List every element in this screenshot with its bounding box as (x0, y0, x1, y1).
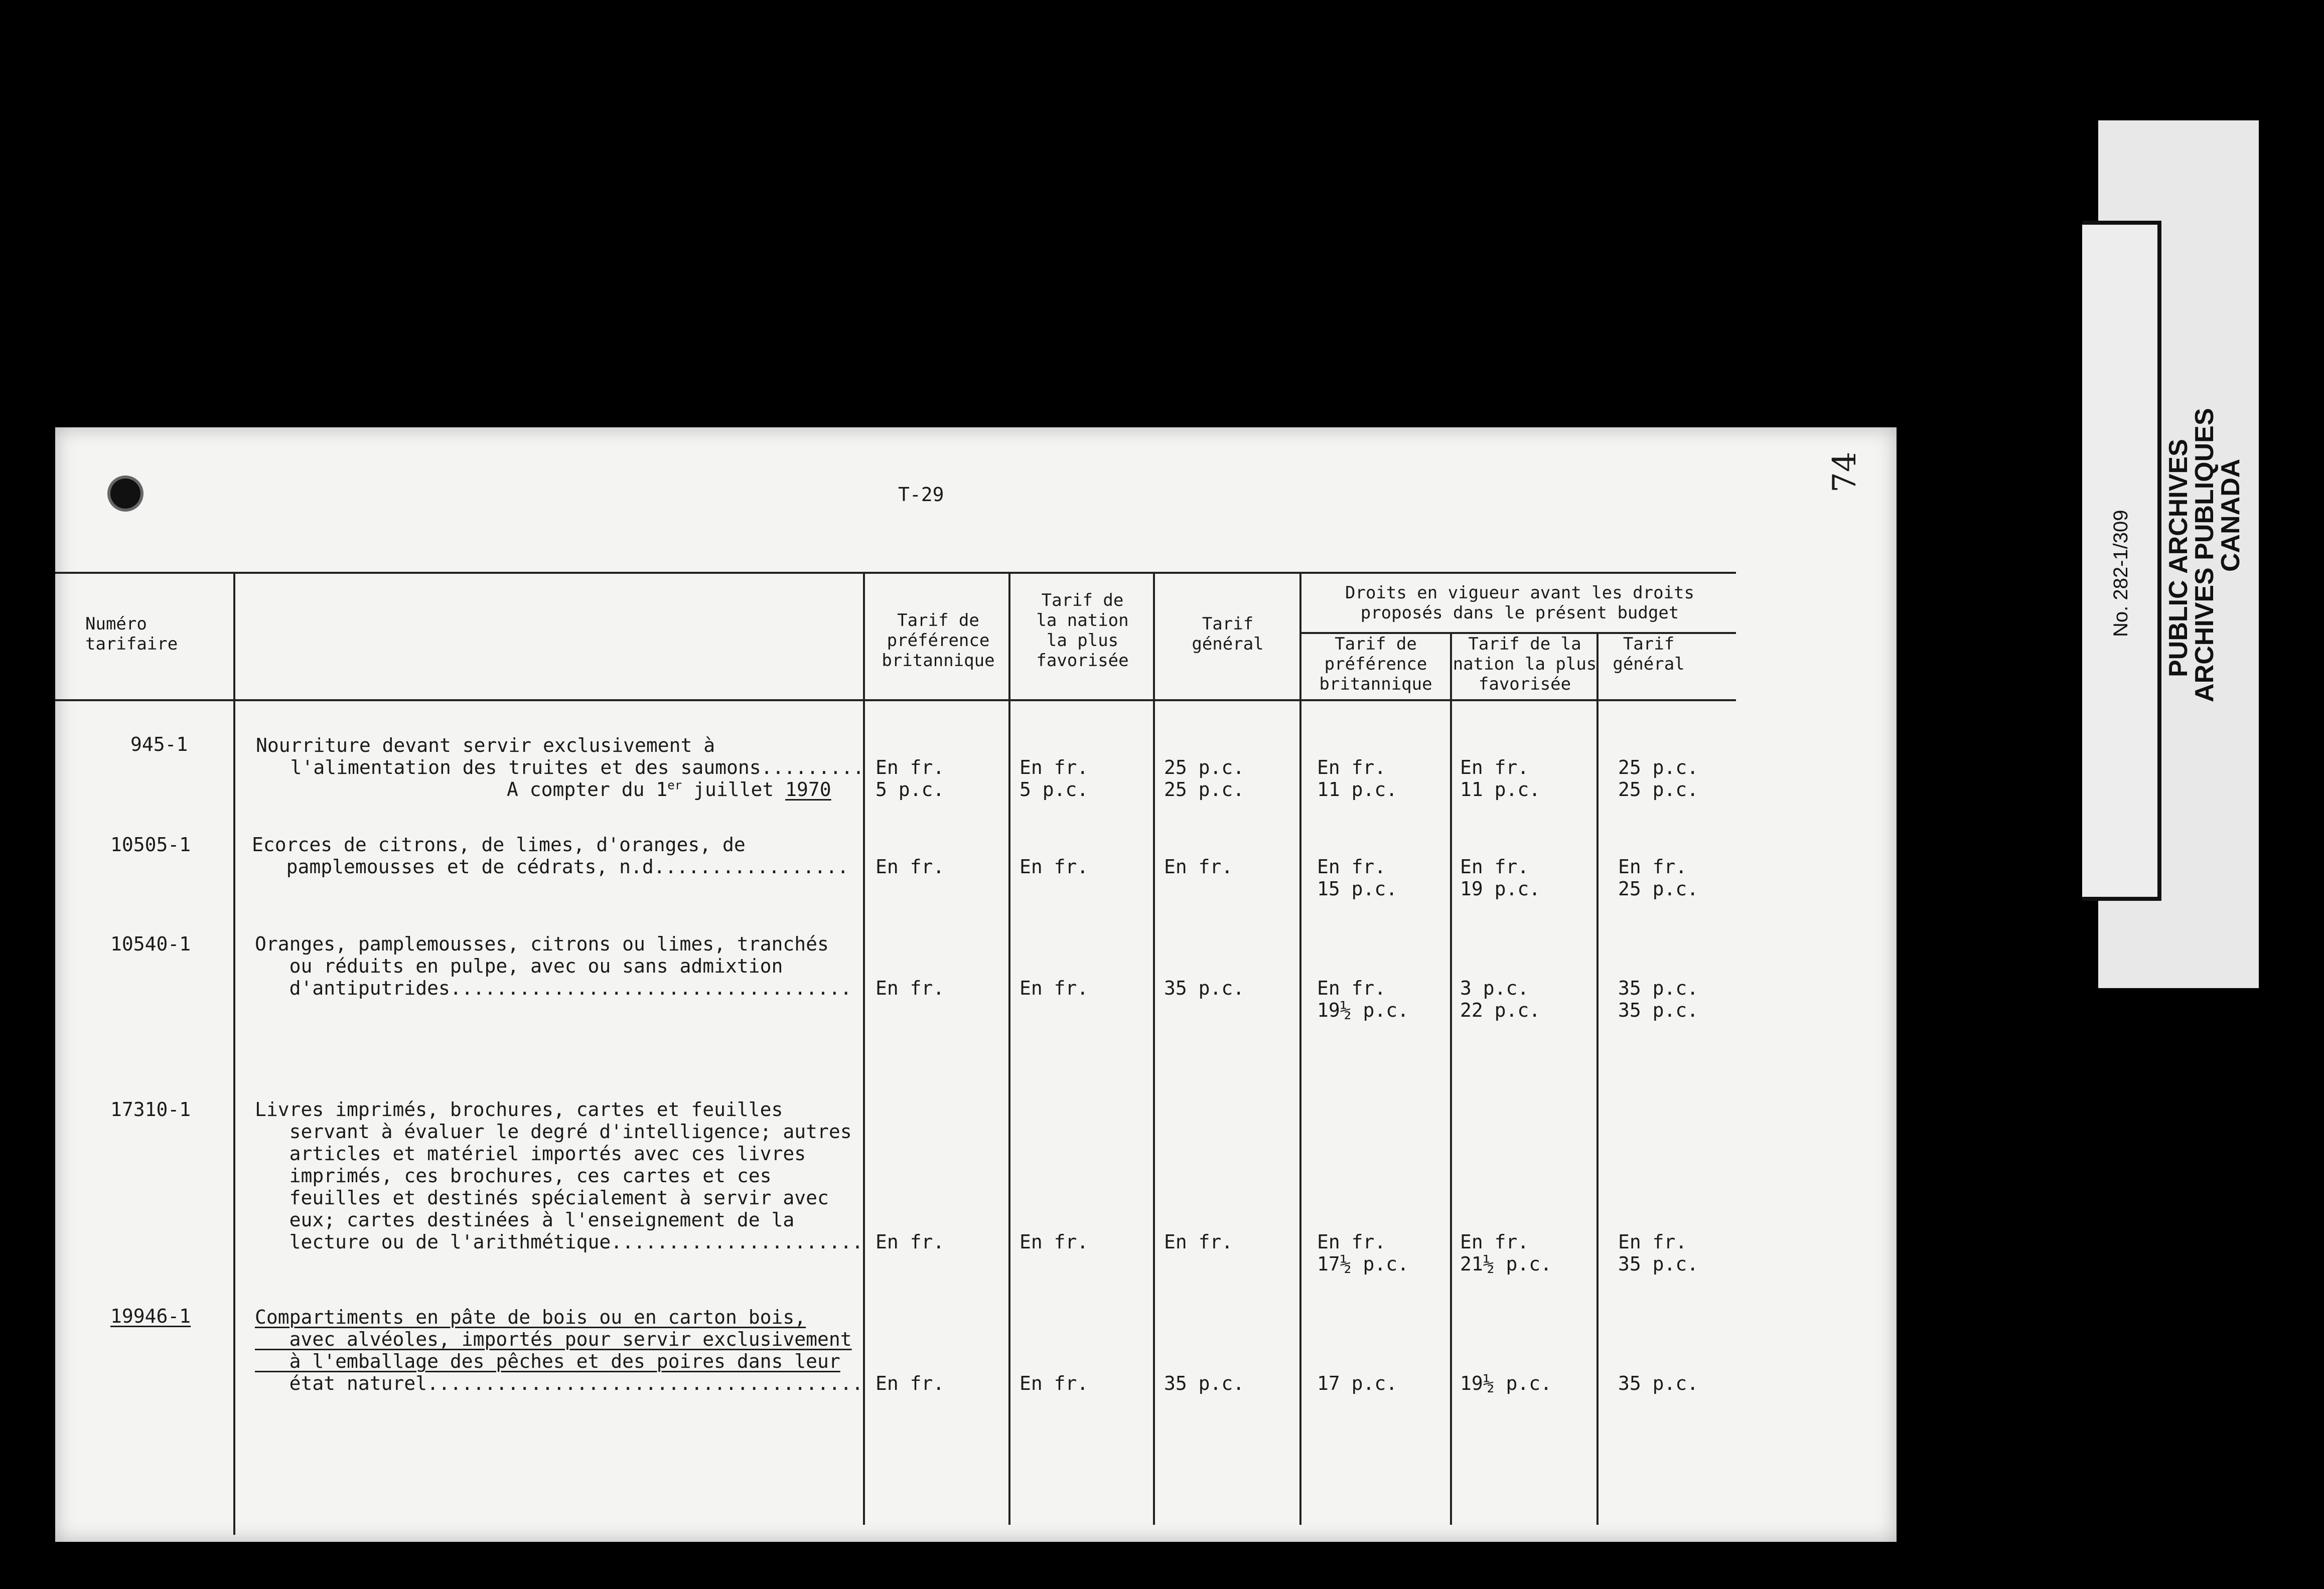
rate-general: En fr. (1164, 856, 1233, 878)
rate-british-preferential: En fr. (876, 1231, 945, 1253)
document-page (55, 427, 1897, 1542)
header-most-favoured-nation: Tarif de la nation la plus favorisée (1036, 590, 1129, 671)
table-top-rule (55, 572, 1736, 574)
item-description-line: imprimés, ces brochures, ces cartes et ces (255, 1165, 772, 1187)
old-rate-british-preferential: En fr. 17½ p.c. (1317, 1231, 1409, 1275)
tariff-number: 10505-1 (110, 834, 191, 856)
col-divider-1 (233, 572, 235, 1535)
tariff-number: 10540-1 (110, 933, 191, 955)
tariff-number: 17310-1 (110, 1098, 191, 1121)
archive-name-fr: ARCHIVES PUBLIQUES (2190, 408, 2219, 702)
old-rate-most-favoured-nation: En fr. 11 p.c. (1460, 756, 1541, 801)
old-rate-general: En fr. 35 p.c. (1618, 1231, 1699, 1275)
rate-british-preferential: En fr. (876, 1372, 945, 1394)
rate-most-favoured-nation: En fr. (1020, 856, 1089, 878)
item-description-line: Livres imprimés, brochures, cartes et feuilles (255, 1098, 783, 1121)
old-rate-british-preferential: En fr. 11 p.c. (1317, 756, 1398, 801)
rate-general: 35 p.c. (1164, 977, 1245, 999)
old-rate-most-favoured-nation: En fr. 21½ p.c. (1460, 1231, 1552, 1275)
item-description-line: Oranges, pamplemousses, citrons ou limes, tranchés (255, 933, 829, 955)
rate-most-favoured-nation: En fr. (1020, 977, 1089, 999)
item-description-line: pamplemousses et de cédrats, n.d................. (252, 856, 849, 878)
rate-most-favoured-nation: En fr. (1020, 1372, 1089, 1394)
item-description-line: Ecorces de citrons, de limes, d'oranges, de (252, 834, 746, 856)
header-old-british-preferential: Tarif de préférence britannique (1319, 634, 1432, 694)
header-british-preferential: Tarif de préférence britannique (882, 610, 995, 671)
old-rate-british-preferential: En fr. 19½ p.c. (1317, 977, 1409, 1021)
archive-country: CANADA (2216, 458, 2245, 572)
rate-most-favoured-nation: En fr. 5 p.c. (1020, 756, 1089, 801)
col-divider-3 (1008, 572, 1010, 1525)
item-description-line: servant à évaluer le degré d'intelligence; autres (255, 1121, 852, 1143)
col-divider-6 (1450, 632, 1452, 1525)
item-description-line: avec alvéoles, importés pour servir exclusivement (255, 1328, 852, 1350)
header-old-general: Tarif général (1613, 634, 1685, 674)
item-description-line: d'antiputrides................................... (255, 977, 852, 999)
item-description-line: articles et matériel importés avec ces livres (255, 1143, 806, 1165)
header-old-most-favoured-nation: Tarif de la nation la plus favorisée (1452, 634, 1597, 694)
old-rate-british-preferential: En fr. 15 p.c. (1317, 856, 1398, 900)
old-rate-most-favoured-nation: En fr. 19 p.c. (1460, 856, 1541, 900)
old-rate-general: 35 p.c. (1618, 1372, 1699, 1394)
item-description-line: Nourriture devant servir exclusivement à (256, 734, 715, 756)
old-rate-most-favoured-nation: 3 p.c. 22 p.c. (1460, 977, 1541, 1021)
tariff-number: 945-1 (130, 733, 188, 755)
rate-british-preferential: En fr. 5 p.c. (876, 756, 945, 801)
archive-reference: No. 282-1/309 (2110, 510, 2132, 637)
effective-date-line: A compter du 1er juillet 1970 (507, 778, 831, 801)
rate-general: 25 p.c. 25 p.c. (1164, 756, 1245, 801)
item-description-line: état naturel...................................... (255, 1372, 863, 1394)
item-description-line: Compartiments en pâte de bois ou en carton bois, (255, 1306, 806, 1328)
old-rate-british-preferential: 17 p.c. (1317, 1372, 1398, 1394)
old-rate-general: 25 p.c. 25 p.c. (1618, 756, 1699, 801)
tariff-number: 19946-1 (110, 1305, 191, 1327)
header-bottom-rule (55, 699, 1736, 701)
rate-general: 35 p.c. (1164, 1372, 1245, 1394)
rate-most-favoured-nation: En fr. (1020, 1231, 1089, 1253)
rate-british-preferential: En fr. (876, 977, 945, 999)
header-general: Tarif général (1192, 614, 1264, 654)
old-rate-general: 35 p.c. 35 p.c. (1618, 977, 1699, 1021)
item-description-line: feuilles et destinés spécialement à servir avec (255, 1187, 829, 1209)
page-code: T-29 (898, 484, 944, 506)
page-number: 74 (1826, 451, 1863, 493)
item-description-line: à l'emballage des pêches et des poires dans leur (255, 1350, 840, 1372)
rate-british-preferential: En fr. (876, 856, 945, 878)
rate-general: En fr. (1164, 1231, 1233, 1253)
item-description-line: l'alimentation des truites et des saumons......... (256, 756, 864, 778)
header-rates-before-budget: Droits en vigueur avant les droits proposés dans le présent budget (1345, 583, 1694, 623)
col-divider-4 (1153, 572, 1155, 1525)
header-tariff-number: Numéro tarifaire (85, 614, 178, 654)
item-description-line: lecture ou de l'arithmétique...................... (255, 1231, 863, 1253)
item-description-line: ou réduits en pulpe, avec ou sans admixtion (255, 955, 783, 977)
punch-hole-icon (110, 479, 140, 509)
old-rate-most-favoured-nation: 19½ p.c. (1460, 1372, 1552, 1394)
col-divider-7 (1596, 632, 1599, 1525)
old-rate-general: En fr. 25 p.c. (1618, 856, 1699, 900)
col-divider-2 (863, 572, 865, 1525)
item-description-line: eux; cartes destinées à l'enseignement de la (255, 1209, 795, 1231)
col-divider-5 (1299, 572, 1301, 1525)
archive-name-en: PUBLIC ARCHIVES (2164, 439, 2193, 677)
